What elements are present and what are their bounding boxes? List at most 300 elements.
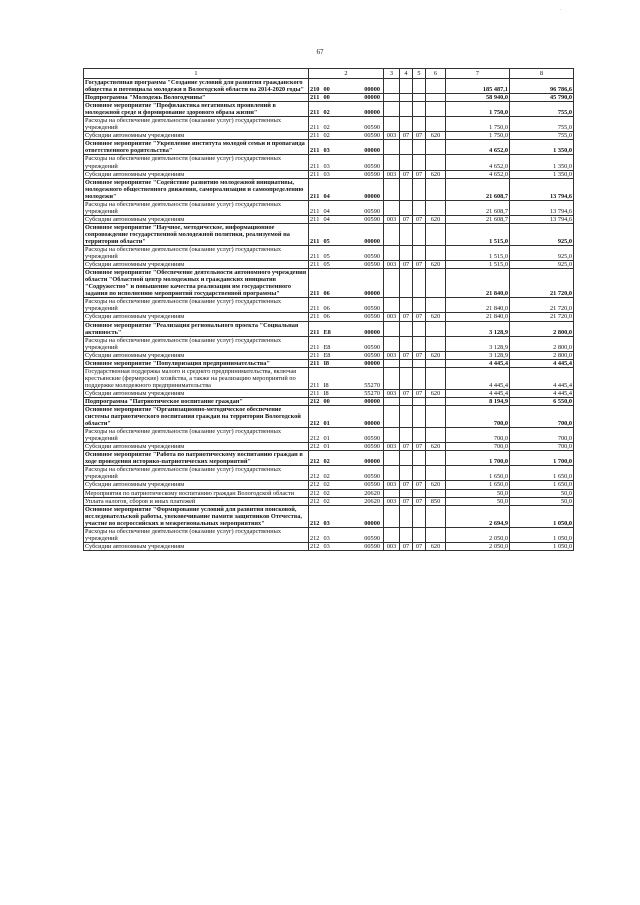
row-c6-cell <box>400 79 413 94</box>
row-name: Расходы на обеспечение деятельности (оказание услуг) государственных учреждений <box>84 246 309 261</box>
row-name: Расходы на обеспечение деятельности (оказание услуг) государственных учреждений <box>84 527 309 542</box>
code-part: 00000 <box>364 237 380 245</box>
row-amount-v1: 1 515,0 <box>446 223 510 245</box>
row-amount-v2: 13 794,6 <box>510 215 574 223</box>
row-name: Субсидии автономным учреждениям <box>84 132 309 140</box>
row-c8-cell <box>426 117 446 132</box>
row-amount-v2: 1 700,0 <box>510 451 574 466</box>
row-name: Субсидии автономным учреждениям <box>84 443 309 451</box>
row-c8-cell: 620 <box>426 132 446 140</box>
code-part: 00000 <box>364 94 380 102</box>
code-part: 2 <box>316 534 320 542</box>
row-amount-v2: 1 350,0 <box>510 140 574 155</box>
table-row <box>84 489 574 497</box>
code-part: 2 <box>316 489 320 497</box>
row-c5-cell <box>384 178 400 200</box>
row-c5-cell <box>384 359 400 367</box>
code-part: 00590 <box>364 124 380 132</box>
code-part: 00590 <box>364 170 380 178</box>
code-part: 2 <box>316 435 320 443</box>
code-part: 2 <box>316 497 320 505</box>
code-part: 00590 <box>364 534 380 542</box>
table-row <box>84 428 574 443</box>
column-header: 5 <box>413 69 426 79</box>
row-c8-cell <box>426 451 446 466</box>
table-row <box>84 497 574 505</box>
row-c5-cell <box>384 246 400 261</box>
row-amount-v1: 4 652,0 <box>446 140 510 155</box>
row-name: Субсидии автономным учреждениям <box>84 542 309 550</box>
row-c6-cell <box>400 200 413 215</box>
row-amount-v1: 1 515,0 <box>446 261 510 269</box>
row-code <box>309 489 384 497</box>
row-c8-cell <box>426 140 446 155</box>
row-name: Основное мероприятие "Реализация регионального проекта "Социальная активность" <box>84 321 309 336</box>
column-header: 7 <box>446 69 510 79</box>
code-part: 2 <box>316 519 320 527</box>
row-amount-v1: 21 840,0 <box>446 269 510 298</box>
row-c6-cell <box>400 321 413 336</box>
row-name: Основное мероприятие "Популяризация предпринимательства" <box>84 359 309 367</box>
row-c5-cell <box>384 466 400 481</box>
row-amount-v1: 1 750,0 <box>446 117 510 132</box>
table-row <box>84 481 574 489</box>
table-row <box>84 466 574 481</box>
row-c7-cell: 07 <box>413 389 426 397</box>
code-part: 00590 <box>364 313 380 321</box>
row-amount-v1: 2 050,0 <box>446 527 510 542</box>
code-part: 04 <box>323 207 330 215</box>
row-name: Субсидии автономным учреждениям <box>84 313 309 321</box>
row-name: Субсидии автономным учреждениям <box>84 170 309 178</box>
row-code <box>309 94 384 102</box>
code-part: 00 <box>323 397 330 405</box>
code-part: 00590 <box>364 215 380 223</box>
row-c5-cell: 003 <box>384 261 400 269</box>
code-part: 21 <box>310 389 317 397</box>
code-part: 00000 <box>364 192 380 200</box>
row-c5-cell <box>384 367 400 389</box>
code-part: 1 <box>316 147 320 155</box>
code-part: 01 <box>323 443 330 451</box>
code-part: 00590 <box>364 435 380 443</box>
row-c8-cell <box>426 406 446 428</box>
code-part: 21 <box>310 290 317 298</box>
row-name: Основное мероприятие "Научное, методическое, информационное сопровождение государственной молодежной политики, реализуемой на территории области" <box>84 223 309 245</box>
row-c5-cell <box>384 527 400 542</box>
row-c7-cell <box>413 140 426 155</box>
row-c5-cell: 003 <box>384 313 400 321</box>
code-part: I8 <box>323 359 330 367</box>
row-c5-cell: 003 <box>384 215 400 223</box>
code-part: 1 <box>316 351 320 359</box>
code-part: 21 <box>310 519 317 527</box>
code-part: 2 <box>316 420 320 428</box>
table-row <box>84 313 574 321</box>
row-c7-cell <box>413 79 426 94</box>
row-amount-v1: 185 487,1 <box>446 79 510 94</box>
code-part: 02 <box>323 124 330 132</box>
code-part: 00000 <box>364 290 380 298</box>
row-c8-cell: 620 <box>426 170 446 178</box>
row-c8-cell <box>426 336 446 351</box>
code-part: 00590 <box>364 132 380 140</box>
row-amount-v1: 58 940,0 <box>446 94 510 102</box>
row-name: Расходы на обеспечение деятельности (оказание услуг) государственных учреждений <box>84 298 309 313</box>
code-part: 00 <box>323 86 330 94</box>
code-part: 2 <box>316 542 320 550</box>
row-amount-v2: 4 445,4 <box>510 389 574 397</box>
row-amount-v2: 755,0 <box>510 102 574 117</box>
row-amount-v2: 755,0 <box>510 132 574 140</box>
row-amount-v1: 21 608,7 <box>446 200 510 215</box>
row-c8-cell <box>426 102 446 117</box>
code-part: 21 <box>310 237 317 245</box>
row-code <box>309 367 384 389</box>
table-row <box>84 269 574 298</box>
row-name: Подпрограмма "Патриотическое воспитание граждан" <box>84 397 309 405</box>
row-c8-cell: 620 <box>426 313 446 321</box>
row-c6-cell <box>400 117 413 132</box>
row-c6-cell <box>400 428 413 443</box>
table-row <box>84 527 574 542</box>
row-c7-cell <box>413 117 426 132</box>
code-part: 21 <box>310 86 317 94</box>
row-code <box>309 132 384 140</box>
row-name: Подпрограмма "Молодежь Вологодчины" <box>84 94 309 102</box>
row-c6-cell <box>400 223 413 245</box>
row-amount-v2: 45 790,0 <box>510 94 574 102</box>
code-part: 01 <box>323 420 330 428</box>
row-c7-cell <box>413 269 426 298</box>
row-amount-v1: 50,0 <box>446 497 510 505</box>
table-row <box>84 389 574 397</box>
table-row <box>84 321 574 336</box>
code-part: 55270 <box>364 389 380 397</box>
row-c7-cell <box>413 94 426 102</box>
row-c8-cell <box>426 489 446 497</box>
code-part: 00000 <box>364 519 380 527</box>
code-part: 1 <box>316 192 320 200</box>
row-c5-cell <box>384 79 400 94</box>
row-amount-v2: 1 350,0 <box>510 170 574 178</box>
code-part: 1 <box>316 313 320 321</box>
table-row <box>84 94 574 102</box>
table-row <box>84 140 574 155</box>
row-name: Субсидии автономным учреждениям <box>84 215 309 223</box>
row-name: Расходы на обеспечение деятельности (оказание услуг) государственных учреждений <box>84 200 309 215</box>
row-c8-cell: 620 <box>426 215 446 223</box>
row-amount-v1: 2 050,0 <box>446 542 510 550</box>
row-amount-v1: 3 128,9 <box>446 336 510 351</box>
row-c7-cell <box>413 155 426 170</box>
code-part: 21 <box>310 473 317 481</box>
code-part: 1 <box>316 359 320 367</box>
row-amount-v1: 3 128,9 <box>446 351 510 359</box>
row-code <box>309 215 384 223</box>
row-c8-cell: 620 <box>426 351 446 359</box>
row-amount-v1: 2 694,9 <box>446 505 510 527</box>
row-c8-cell <box>426 527 446 542</box>
row-amount-v2: 13 794,6 <box>510 178 574 200</box>
row-c5-cell <box>384 155 400 170</box>
row-name: Расходы на обеспечение деятельности (оказание услуг) государственных учреждений <box>84 117 309 132</box>
row-code <box>309 79 384 94</box>
row-c6-cell <box>400 94 413 102</box>
row-c7-cell: 07 <box>413 215 426 223</box>
row-name: Субсидии автономным учреждениям <box>84 351 309 359</box>
code-part: 00590 <box>364 343 380 351</box>
code-part: 21 <box>310 313 317 321</box>
row-c6-cell <box>400 298 413 313</box>
row-c7-cell <box>413 466 426 481</box>
row-amount-v1: 3 128,9 <box>446 321 510 336</box>
table-row <box>84 542 574 550</box>
code-part: 03 <box>323 542 330 550</box>
row-name: Основное мероприятие "Укрепление института молодой семьи и пропаганда ответственного родительства" <box>84 140 309 155</box>
row-code <box>309 389 384 397</box>
row-code <box>309 261 384 269</box>
table-row <box>84 261 574 269</box>
row-c8-cell <box>426 94 446 102</box>
code-part: 2 <box>316 397 320 405</box>
row-amount-v1: 21 608,7 <box>446 215 510 223</box>
row-c6-cell <box>400 269 413 298</box>
row-c6-cell <box>400 140 413 155</box>
row-amount-v2: 21 720,0 <box>510 313 574 321</box>
table-body <box>84 79 574 551</box>
row-amount-v1: 1 750,0 <box>446 102 510 117</box>
table-row <box>84 223 574 245</box>
code-part: 55270 <box>364 381 380 389</box>
table-row <box>84 200 574 215</box>
code-part: 00590 <box>364 253 380 261</box>
row-c6-cell <box>400 155 413 170</box>
code-part: 21 <box>310 253 317 261</box>
code-part: 1 <box>316 124 320 132</box>
code-part: 21 <box>310 458 317 466</box>
row-amount-v2: 925,0 <box>510 223 574 245</box>
table-header-row <box>84 69 574 79</box>
code-part: 00590 <box>364 443 380 451</box>
row-c8-cell <box>426 466 446 481</box>
row-code <box>309 542 384 550</box>
row-code <box>309 481 384 489</box>
code-part: 05 <box>323 261 330 269</box>
code-part: 02 <box>323 109 330 117</box>
code-part: I8 <box>323 389 329 397</box>
row-c5-cell <box>384 117 400 132</box>
code-part: 00590 <box>364 473 380 481</box>
code-part: 1 <box>316 381 320 389</box>
code-part: 21 <box>310 381 317 389</box>
code-part: 00000 <box>364 147 380 155</box>
row-code <box>309 406 384 428</box>
code-part: 00000 <box>364 359 380 367</box>
row-c5-cell <box>384 269 400 298</box>
table-row <box>84 406 574 428</box>
code-part: 2 <box>316 473 320 481</box>
row-c8-cell <box>426 505 446 527</box>
table-row <box>84 132 574 140</box>
row-c8-cell <box>426 155 446 170</box>
code-part: 21 <box>310 343 317 351</box>
row-c6-cell <box>400 489 413 497</box>
table-row <box>84 170 574 178</box>
table-row <box>84 351 574 359</box>
row-c6-cell <box>400 336 413 351</box>
row-amount-v1: 700,0 <box>446 428 510 443</box>
code-part: 21 <box>310 481 317 489</box>
row-name: Расходы на обеспечение деятельности (оказание услуг) государственных учреждений <box>84 466 309 481</box>
row-code <box>309 269 384 298</box>
code-part: E8 <box>323 328 331 336</box>
row-c6-cell <box>400 406 413 428</box>
code-part: 05 <box>323 237 330 245</box>
row-c8-cell <box>426 428 446 443</box>
row-code <box>309 451 384 466</box>
row-amount-v1: 4 445,4 <box>446 367 510 389</box>
code-part: 21 <box>310 170 317 178</box>
code-part: 1 <box>316 207 320 215</box>
code-part: 21 <box>310 397 317 405</box>
row-c7-cell <box>413 178 426 200</box>
column-header: 4 <box>400 69 413 79</box>
row-amount-v1: 4 652,0 <box>446 170 510 178</box>
row-code <box>309 102 384 117</box>
row-code <box>309 117 384 132</box>
row-name: Расходы на обеспечение деятельности (оказание услуг) государственных учреждений <box>84 336 309 351</box>
code-part: 02 <box>323 489 330 497</box>
row-c6-cell: 07 <box>400 542 413 550</box>
row-name: Уплата налогов, сборов и иных платежей <box>84 497 309 505</box>
code-part: 05 <box>323 253 330 261</box>
code-part: 21 <box>310 489 317 497</box>
row-code <box>309 505 384 527</box>
table-row <box>84 117 574 132</box>
row-amount-v2: 96 786,6 <box>510 79 574 94</box>
row-c8-cell: 620 <box>426 389 446 397</box>
table-row <box>84 155 574 170</box>
row-c7-cell <box>413 406 426 428</box>
row-amount-v2: 2 800,0 <box>510 351 574 359</box>
code-part: 03 <box>323 170 330 178</box>
row-c5-cell: 003 <box>384 389 400 397</box>
row-c7-cell: 07 <box>413 313 426 321</box>
code-part: 21 <box>310 351 317 359</box>
code-part: 02 <box>323 473 330 481</box>
row-c7-cell <box>413 489 426 497</box>
code-part: 00000 <box>364 458 380 466</box>
row-c5-cell <box>384 505 400 527</box>
row-code <box>309 178 384 200</box>
row-c8-cell: 620 <box>426 261 446 269</box>
table-row <box>84 451 574 466</box>
row-code <box>309 527 384 542</box>
row-c5-cell <box>384 397 400 405</box>
row-c7-cell: 07 <box>413 443 426 451</box>
row-amount-v2: 50,0 <box>510 497 574 505</box>
row-code <box>309 321 384 336</box>
row-c8-cell <box>426 200 446 215</box>
table-row <box>84 79 574 94</box>
code-part: 1 <box>316 170 320 178</box>
row-amount-v2: 1 650,0 <box>510 481 574 489</box>
row-name: Государственная программа "Создание условий для развития гражданского общества и потенциала молодежи в Вологодской области на 2014-2020 годы" <box>84 79 309 94</box>
code-part: 01 <box>323 435 330 443</box>
row-amount-v2: 700,0 <box>510 406 574 428</box>
code-part: 21 <box>310 542 317 550</box>
table-row <box>84 215 574 223</box>
code-part: 21 <box>310 109 317 117</box>
row-amount-v2: 21 720,0 <box>510 298 574 313</box>
row-code <box>309 397 384 405</box>
row-code <box>309 140 384 155</box>
row-c6-cell <box>400 246 413 261</box>
code-part: E8 <box>323 351 331 359</box>
row-amount-v1: 700,0 <box>446 406 510 428</box>
row-c6-cell <box>400 527 413 542</box>
row-amount-v1: 1 750,0 <box>446 132 510 140</box>
code-part: 1 <box>316 162 320 170</box>
code-part: 21 <box>310 420 317 428</box>
row-amount-v2: 925,0 <box>510 261 574 269</box>
row-c6-cell <box>400 451 413 466</box>
row-amount-v1: 21 608,7 <box>446 178 510 200</box>
code-part: 2 <box>316 481 320 489</box>
row-c6-cell: 07 <box>400 443 413 451</box>
row-c6-cell: 07 <box>400 170 413 178</box>
code-part: 21 <box>310 207 317 215</box>
code-part: 00000 <box>364 420 380 428</box>
row-c5-cell <box>384 223 400 245</box>
code-part: 03 <box>323 534 330 542</box>
row-name: Основное мероприятие "Профилактика негативных проявлений в молодежной среде и формирование здорового образа жизни" <box>84 102 309 117</box>
row-c7-cell: 07 <box>413 351 426 359</box>
row-c8-cell: 620 <box>426 443 446 451</box>
row-c8-cell <box>426 397 446 405</box>
code-part: 04 <box>323 215 330 223</box>
row-c7-cell <box>413 336 426 351</box>
row-c8-cell <box>426 359 446 367</box>
row-code <box>309 155 384 170</box>
row-name: Субсидии автономным учреждениям <box>84 389 309 397</box>
code-part: 21 <box>310 305 317 313</box>
row-c5-cell: 003 <box>384 481 400 489</box>
row-name: Основное мероприятие "Работа по патриотическому воспитанию граждан в ходе проведения историко-патриотических мероприятий" <box>84 451 309 466</box>
code-part: 00590 <box>364 305 380 313</box>
row-c5-cell <box>384 336 400 351</box>
row-c8-cell <box>426 367 446 389</box>
row-c7-cell <box>413 246 426 261</box>
code-part: 1 <box>316 215 320 223</box>
code-part: 00590 <box>364 481 380 489</box>
code-part: 21 <box>310 147 317 155</box>
row-amount-v1: 50,0 <box>446 489 510 497</box>
row-c7-cell <box>413 359 426 367</box>
row-name: Субсидии автономным учреждениям <box>84 261 309 269</box>
table-row <box>84 505 574 527</box>
code-part: 1 <box>316 290 320 298</box>
code-part: 00000 <box>364 86 380 94</box>
row-name: Государственная поддержка малого и среднего предпринимательства, включая крестьянские (фермерские) хозяйства, а также на реализацию мероприятий по поддержке молодежного предпринимательства <box>84 367 309 389</box>
row-c8-cell: 620 <box>426 481 446 489</box>
row-c6-cell <box>400 505 413 527</box>
row-c5-cell <box>384 406 400 428</box>
code-part: 1 <box>316 109 320 117</box>
row-amount-v2: 4 445,4 <box>510 367 574 389</box>
row-c6-cell <box>400 367 413 389</box>
